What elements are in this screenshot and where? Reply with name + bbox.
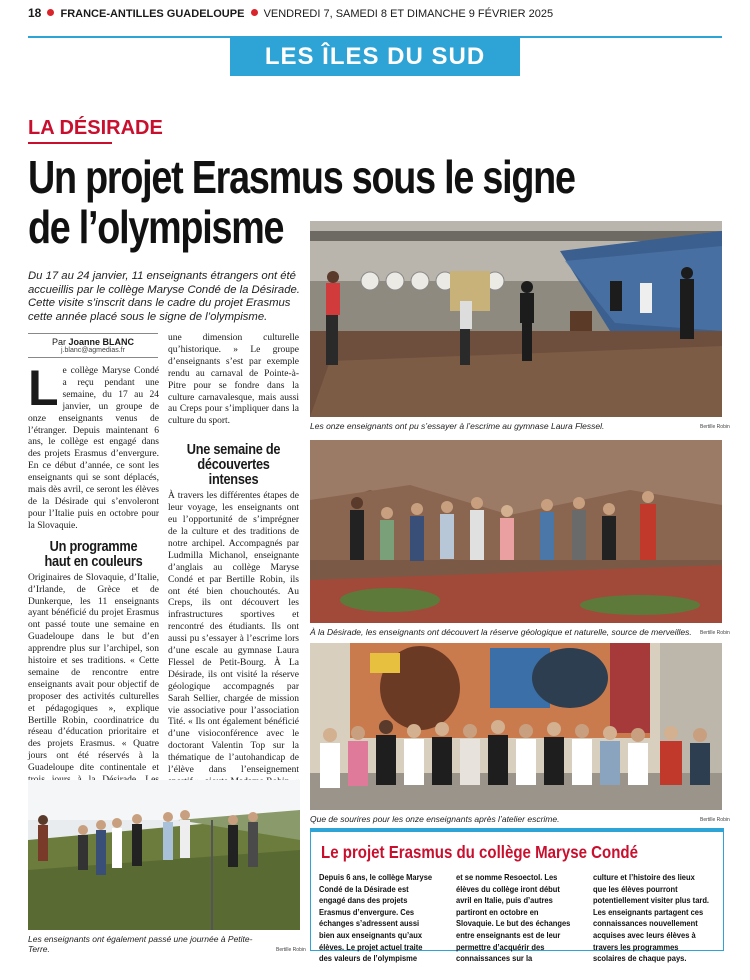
paragraph: e collège Maryse Condé a reçu pendant une semaine, du 17 au 24 janvier, un groupe de onze enseignants venus de l’étranger. Depuis maintenant 6 ans, le collège est engagé dans des projets Erasmus d’envergure. En ce début d’année, ce sont les enseignants qui se sont déplacés, mais dès avril, ce seront les élèves de la Désirade qui s’envoleront pour l’Italie puis en octobre pour la Slovaquie. <box>28 366 159 531</box>
red-dot-icon <box>251 9 258 16</box>
subheading: Une semaine de découvertes intenses <box>186 441 281 489</box>
kicker: LA DÉSIRADE <box>28 117 163 139</box>
byline <box>28 333 158 358</box>
photo-fencing-gym <box>310 221 722 417</box>
byline-prefix: Par <box>51 337 66 347</box>
photo-caption: Les onze enseignants ont pu s’essayer à l’escrime au gymnase Laura Flessel. <box>310 421 605 431</box>
drop-cap: L <box>28 360 59 416</box>
info-box-title: Le projet Erasmus du collège Maryse Condé <box>321 842 638 862</box>
running-header <box>28 6 722 36</box>
issue-date: VENDREDI 7, SAMEDI 8 ET DIMANCHE 9 FÉVRIER 2025 <box>263 8 554 20</box>
author-name: Joanne BLANC <box>68 337 135 347</box>
photo-caption: Que de sourires pour les onze enseignants après l’atelier escrime. <box>310 814 560 824</box>
page-number: 18 <box>28 6 42 20</box>
headline <box>28 151 575 253</box>
article-column-1 <box>28 360 159 823</box>
article-column-2 <box>168 333 299 825</box>
paragraph: une dimension culturelle qu’historique. » Le groupe d’enseignants s’est par exemple rendu au carnaval de Pointe-à-Pitre pour se fondre dans la culture carnavalesque, mais aussi au Creps pour s’impliquer dans la culture du sport. <box>168 333 299 427</box>
photo-credit: Bertille Robin <box>276 947 306 953</box>
photo-geological-reserve <box>310 440 722 623</box>
paragraph: À travers les différentes étapes de leur voyage, les enseignants ont eu l’opportunité de s’imprégner de la culture et des traditions de notre archipel. Accompagnés par Ludmilla Michanol, enseignante d’anglais au collège Maryse Condé et par Bertille Robin, ils ont été bien chouchoutés. Au Creps, ils ont découvert les infrastructures sportives et rencontré des étudiants. Ils ont aussi pu s’essayer à l’escrime lors d’une escale au gymnase Laura Flessel de Petit-Bourg. À La Désirade, ils ont visité la réserve géologique accompagnés par Sarah Sellier, chargée de mission vie associative pour l’association Tité. « Ils ont également bénéficié d’une visioconférence avec le doctorant Valentin Top sur la thématique de l’autohandicap de l’élève dans l’enseignement <box>168 491 299 776</box>
photo-petite-terre <box>28 780 300 930</box>
section-banner: LES ÎLES DU SUD <box>230 38 520 76</box>
paragraph: Originaires de Slovaquie, d’Italie, d’Irlande, de Grèce et de Dunkerque, les 11 enseignants ayant bénéficié du projet Erasmus ont passé toute une semaine en Guadeloupe dans le but d’en apprendre plus sur l’archipel, son histoire et ses traditions. « Cette semaine de rencontre entre enseignants avait pour objectif de proposer des activités culturelles et pédagogiques », explique Bertille Robin, coordinatrice du réseau d’éducation prioritaire et des projets Erasmus. « Quatre jours ont été réservés à la Guadeloupe dite continentale et <box>28 572 159 774</box>
photo-credit: Bertille Robin <box>700 424 730 430</box>
photo-caption: Les enseignants ont également passé une journée à Petite-Terre. <box>28 934 253 954</box>
photo-group-mural <box>310 643 722 810</box>
photo-credit: Bertille Robin <box>700 817 730 823</box>
headline-line-2: de l’olympisme <box>28 201 284 253</box>
author-email: j.blanc@agmedias.fr <box>61 347 125 354</box>
red-dot-icon <box>47 9 54 16</box>
photo-caption: À la Désirade, les enseignants ont découvert la réserve géologique et naturelle, source de merveilles. <box>310 627 692 637</box>
info-box-column-2: et se nomme Resoectol. Les élèves du collège iront début avril en Italie, puis d’autres partiront en octobre en Slovaquie. Le but des échanges entre enseignants est de leur permettre d’acquérir des connaissances sur la <box>456 872 571 964</box>
subheading: Un programme haut en couleurs <box>44 537 143 570</box>
headline-line-1: Un projet Erasmus sous le signe <box>28 151 575 203</box>
publication-name: FRANCE-ANTILLES GUADELOUPE <box>60 8 245 20</box>
kicker-underline <box>28 142 112 144</box>
article-lead: Du 17 au 24 janvier, 11 enseignants étrangers ont été accueillis par le collège Maryse Condé de la Désirade. Cette visite s’inscrit dans le cadre du projet Erasmus cette année placé sous le signe de l’olympisme. <box>28 270 300 323</box>
info-box <box>310 828 724 964</box>
photo-credit: Bertille Robin <box>700 630 730 636</box>
info-box-column-3: culture et l’histoire des lieux que les élèves pourront potentiellement visiter plus tard. Les enseignants partagent ces connaissances nouvellement acquises avec leurs élèves à travers les programmes scolaires de chaque pays. <box>593 872 710 964</box>
info-box-column-1: Depuis 6 ans, le collège Maryse Condé de la Désirade est engagé dans des projets Erasmus d’envergure. Ces échanges s’adressent aussi bien aux enseignants qu’aux élèves. Le projet actuel traite des valeurs de l’olympisme <box>319 872 433 964</box>
